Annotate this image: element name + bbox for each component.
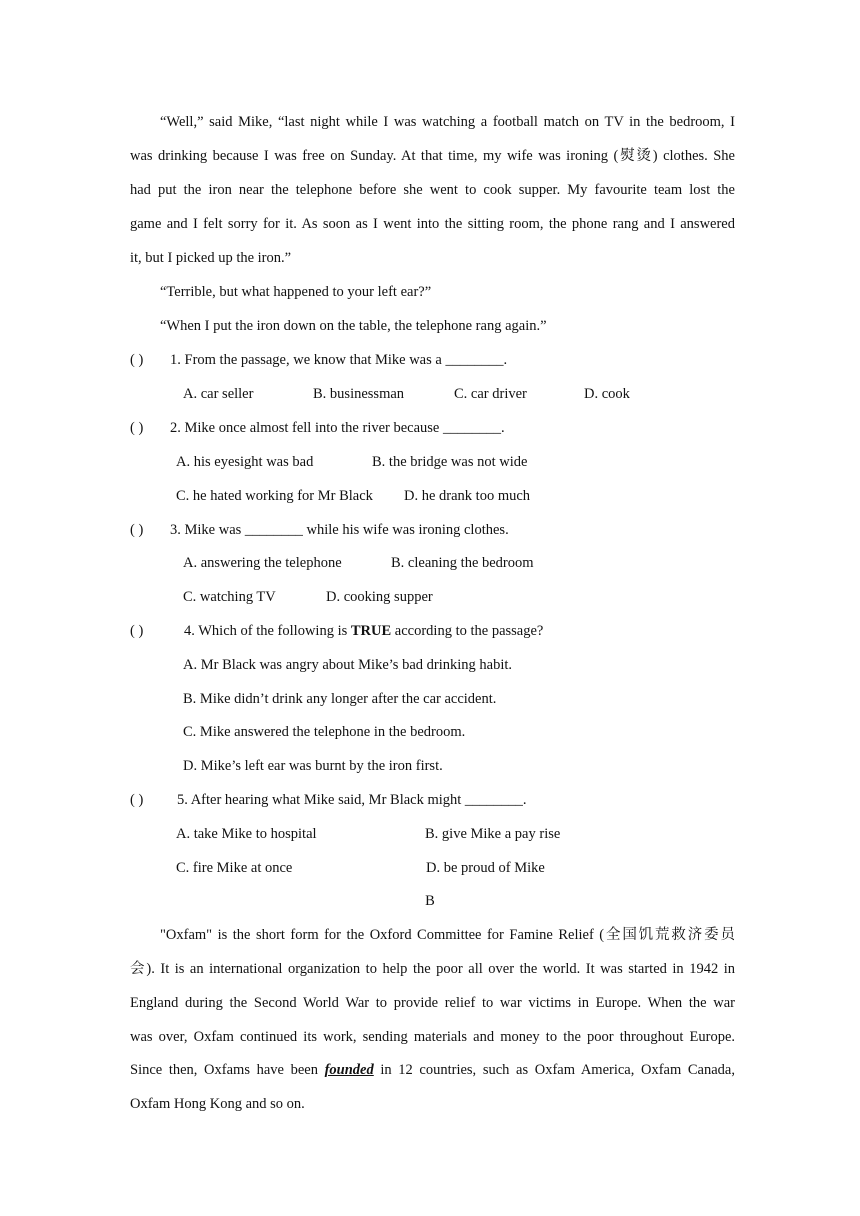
passage-a-dialogue-2: “When I put the iron down on the table, the telephone rang again.” bbox=[160, 318, 547, 334]
passage-a-line-1: “Well,” said Mike, “last night while I was watching a football match on TV in the bedroom, I bbox=[160, 114, 735, 130]
question-5-stem: 5. After hearing what Mike said, Mr Black might ________. bbox=[177, 792, 527, 808]
question-2-option-c: C. he hated working for Mr Black bbox=[176, 488, 373, 504]
question-1-stem: 1. From the passage, we know that Mike was a ________. bbox=[170, 352, 508, 368]
section-b-line-5-end: in 12 countries, such as Oxfam America, Oxfam Canada, bbox=[373, 1062, 735, 1078]
passage-a-line-3: had put the iron near the telephone before she went to cook supper. My favourite team lost the bbox=[130, 182, 735, 198]
passage-a-line-5: it, but I picked up the iron.” bbox=[130, 250, 292, 266]
section-b-line-6: Oxfam Hong Kong and so on. bbox=[130, 1096, 305, 1112]
question-2-stem: 2. Mike once almost fell into the river because ________. bbox=[170, 420, 505, 436]
question-5-option-c: C. fire Mike at once bbox=[176, 860, 293, 876]
question-1-option-b: B. businessman bbox=[313, 386, 405, 402]
question-1-option-d: D. cook bbox=[584, 386, 630, 402]
answer-blank-1[interactable]: ( ) bbox=[130, 352, 144, 368]
section-b-line-5 bbox=[130, 1060, 735, 1080]
answer-blank-5[interactable]: ( ) bbox=[130, 792, 144, 808]
emphasized-word-founded: founded bbox=[324, 1062, 374, 1078]
question-2-option-a: A. his eyesight was bad bbox=[176, 454, 314, 470]
question-5-option-d: D. be proud of Mike bbox=[426, 860, 545, 876]
section-b-line-2: 会). It is an international organization to help the poor all over the world. It was started in 1942 in bbox=[130, 961, 735, 977]
question-5-option-b: B. give Mike a pay rise bbox=[425, 826, 561, 842]
question-4-stem-end: according to the passage? bbox=[391, 623, 544, 639]
question-3-option-a: A. answering the telephone bbox=[183, 555, 342, 571]
question-4-option-c: C. Mike answered the telephone in the bedroom. bbox=[183, 724, 466, 740]
question-3-option-c: C. watching TV bbox=[183, 589, 276, 605]
section-b-line-5-start: Since then, Oxfams have been bbox=[130, 1062, 325, 1078]
section-b-line-3: England during the Second World War to provide relief to war victims in Europe. When the war bbox=[130, 995, 735, 1011]
answer-blank-4[interactable]: ( ) bbox=[130, 623, 144, 639]
question-4-option-d: D. Mike’s left ear was burnt by the iron first. bbox=[183, 758, 443, 774]
question-5-option-a: A. take Mike to hospital bbox=[176, 826, 317, 842]
answer-blank-3[interactable]: ( ) bbox=[130, 522, 144, 538]
passage-a-dialogue-1: “Terrible, but what happened to your left ear?” bbox=[160, 284, 432, 300]
question-1-option-c: C. car driver bbox=[454, 386, 527, 402]
question-1-option-a: A. car seller bbox=[183, 386, 254, 402]
section-b-heading: B bbox=[425, 893, 435, 909]
question-4-stem bbox=[184, 621, 543, 641]
section-b-line-4: was over, Oxfam continued its work, sending materials and money to the poor throughout Europe. bbox=[130, 1029, 735, 1045]
question-2-option-b: B. the bridge was not wide bbox=[372, 454, 528, 470]
question-4-stem-start: 4. Which of the following is bbox=[184, 623, 351, 639]
question-2-option-d: D. he drank too much bbox=[404, 488, 531, 504]
question-4-option-a: A. Mr Black was angry about Mike’s bad drinking habit. bbox=[183, 657, 513, 673]
question-3-stem: 3. Mike was ________ while his wife was ironing clothes. bbox=[170, 522, 509, 538]
passage-a-line-4: game and I felt sorry for it. As soon as I went into the sitting room, the phone rang and I answered bbox=[130, 216, 735, 232]
question-4-emphasis: TRUE bbox=[350, 623, 392, 639]
question-3-option-b: B. cleaning the bedroom bbox=[391, 555, 534, 571]
question-4-option-b: B. Mike didn’t drink any longer after the car accident. bbox=[183, 691, 497, 707]
answer-blank-2[interactable]: ( ) bbox=[130, 420, 144, 436]
question-3-option-d: D. cooking supper bbox=[326, 589, 433, 605]
passage-a-line-2: was drinking because I was free on Sunday. At that time, my wife was ironing (熨烫) clothes. She bbox=[130, 148, 735, 164]
section-b-line-1: "Oxfam" is the short form for the Oxford Committee for Famine Relief (全国饥荒救济委员 bbox=[160, 927, 735, 943]
